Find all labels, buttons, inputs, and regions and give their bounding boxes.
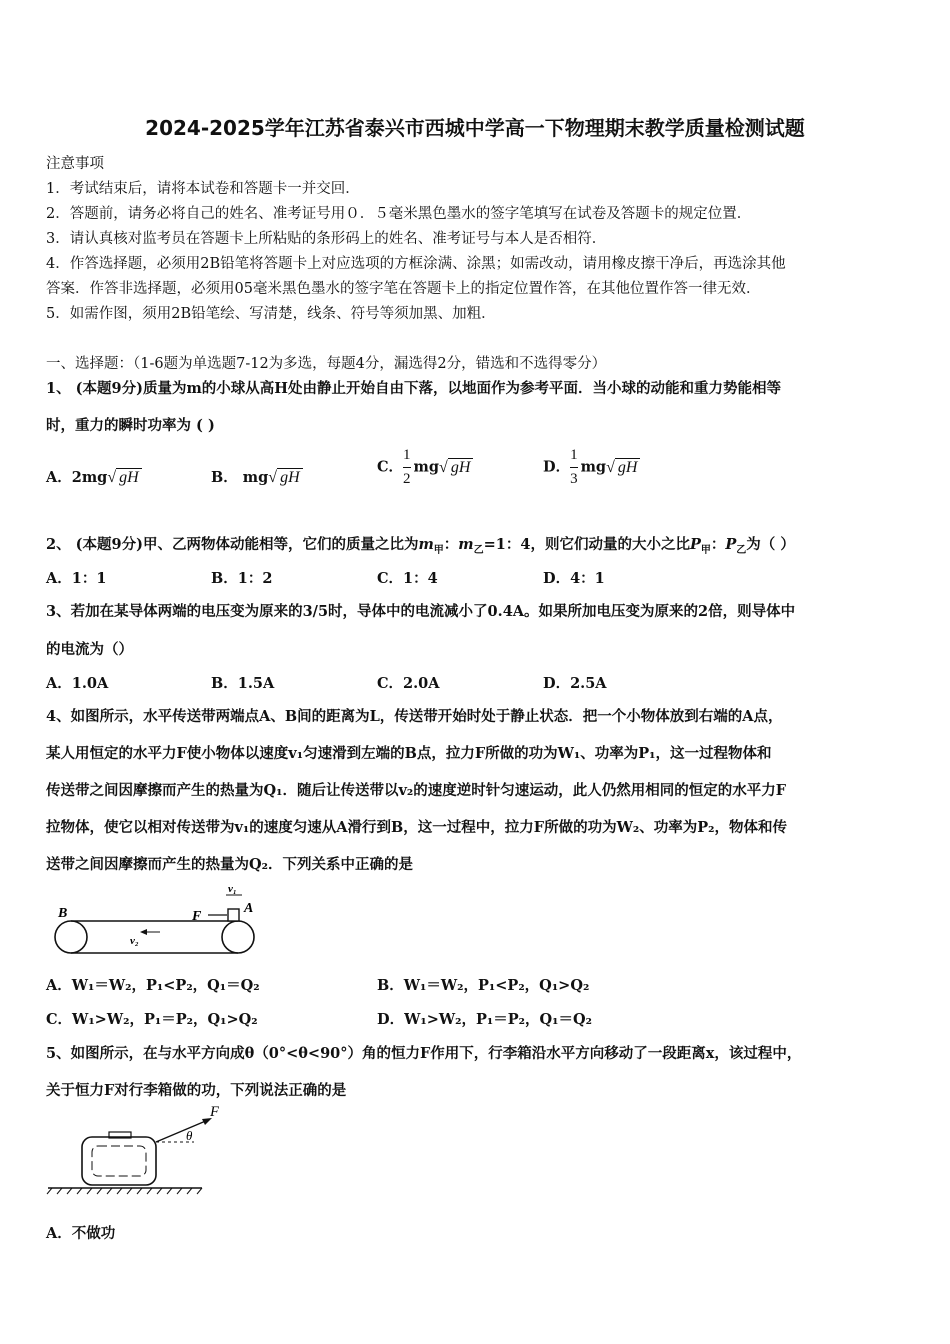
radicand: gH xyxy=(116,468,142,487)
q3-option: C．2.0A xyxy=(377,675,440,692)
q2-m: m xyxy=(458,536,474,553)
fraction xyxy=(570,448,578,487)
question-4-text: 送带之间因摩擦而产生的热量为Q₂．下列关系中正确的是 xyxy=(46,856,413,873)
q2-option: A．1：1 xyxy=(46,570,107,587)
sqrt-expression: √ gH xyxy=(107,469,141,486)
option-label: B． mg xyxy=(211,469,269,486)
radicand: gH xyxy=(448,458,474,477)
radicand: gH xyxy=(277,468,303,487)
notice-item: 4．作答选择题，必须用2B铅笔将答题卡上对应选项的方框涂满、涂黑；如需改动，请用橡皮擦干净后，再选涂其他 xyxy=(46,256,786,272)
question-4-text: 传送带之间因摩擦而产生的热量为Q₁．随后让传送带以v₂的速度逆时针匀速运动，此人仍然用相同的恒定的水平力F xyxy=(46,782,787,799)
q4-option: D．W₁>W₂，P₁＝P₂，Q₁＝Q₂ xyxy=(377,1011,592,1028)
q2-colon: ： xyxy=(710,536,726,553)
label-v1: v₁ xyxy=(228,883,237,895)
left-pulley xyxy=(55,921,87,953)
q2-option: C．1：4 xyxy=(377,570,438,587)
q4-option: C．W₁>W₂，P₁＝P₂，Q₁>Q₂ xyxy=(46,1011,258,1028)
q1-option-c xyxy=(377,448,473,487)
label-a: A xyxy=(244,901,254,916)
q2-p: P xyxy=(689,536,701,553)
label-v2: v₂ xyxy=(130,935,139,947)
q3-option: D．2.5A xyxy=(543,675,607,692)
luggage-figure xyxy=(44,1102,219,1197)
question-5-text: 5、如图所示，在与水平方向成θ（0°<θ<90°）角的恒力F作用下，行李箱沿水平方向移动了一段距离x，该过程中， xyxy=(46,1045,802,1062)
q5-option-a: A．不做功 xyxy=(46,1225,116,1242)
q1-option-d xyxy=(543,448,640,487)
numerator: 1 xyxy=(570,447,578,463)
notice-item: 3．请认真核对监考员在答题卡上所粘贴的条形码上的姓名、准考证号与本人是否相符． xyxy=(46,231,607,247)
denominator: 2 xyxy=(403,467,411,487)
v2-arrowhead xyxy=(140,929,147,935)
q1-option-b xyxy=(211,466,303,487)
label-f: F xyxy=(192,909,202,924)
q2-part: 为（ ） xyxy=(746,536,795,553)
sqrt-expression: √ gH xyxy=(439,459,473,476)
sqrt-expression: √ gH xyxy=(268,469,302,486)
q4-option: B．W₁＝W₂，P₁<P₂，Q₁>Q₂ xyxy=(377,977,590,994)
label-theta: θ xyxy=(186,1128,193,1143)
option-label: D． xyxy=(543,458,571,476)
force-line xyxy=(156,1120,208,1142)
q2-sub: 甲 xyxy=(700,544,711,556)
q2-sub: 乙 xyxy=(473,544,484,556)
q2-part: =1：4，则它们动量的大小之比 xyxy=(483,536,690,553)
fraction xyxy=(403,448,411,487)
question-4-text: 某人用恒定的水平力F使小物体以速度v₁匀速滑到左端的B点，拉力F所做的功为W₁、功率为P₁，这一过程物体和 xyxy=(46,745,772,762)
q2-option: B．1：2 xyxy=(211,570,273,587)
section-heading: 一、选择题：（1-6题为单选题7-12为多选，每题4分，漏选得2分，错选和不选得零分） xyxy=(46,356,607,372)
radicand: gH xyxy=(615,458,641,477)
mg-text: mg xyxy=(413,458,440,476)
option-label: A．2mg xyxy=(46,469,108,486)
question-1-text: 时，重力的瞬时功率为 ( ) xyxy=(46,417,215,434)
denominator: 3 xyxy=(570,467,578,487)
small-block xyxy=(228,909,239,921)
numerator: 1 xyxy=(403,447,411,463)
question-5-text: 关于恒力F对行李箱做的功，下列说法正确的是 xyxy=(46,1082,347,1099)
q3-option: B．1.5A xyxy=(211,675,275,692)
option-label: C． xyxy=(377,458,404,476)
q4-option: A．W₁＝W₂，P₁<P₂，Q₁＝Q₂ xyxy=(46,977,260,994)
q1-option-a xyxy=(46,466,142,487)
label-f: F xyxy=(210,1104,219,1120)
q2-part: 2、 (本题9分)甲、乙两物体动能相等，它们的质量之比为 xyxy=(46,536,419,553)
ground-hatching xyxy=(47,1188,202,1194)
q2-sub: 甲 xyxy=(433,544,444,556)
question-3-text: 的电流为（） xyxy=(46,641,133,658)
right-pulley xyxy=(222,921,254,953)
question-1-text: 1、 (本题9分)质量为m的小球从高H处由静止开始自由下落，以地面作为参考平面．当小球的动能和重力势能相等 xyxy=(46,380,781,397)
mg-text: mg xyxy=(580,458,607,476)
question-4-text: 4、如图所示，水平传送带两端点A、B间的距离为L，传送带开始时处于静止状态．把一个小物体放到右端的A点， xyxy=(46,708,783,725)
notice-item: 1．考试结束后，请将本试卷和答题卡一并交回． xyxy=(46,181,360,197)
question-4-text: 拉物体，使它以相对传送带为v₁的速度匀速从A滑行到B，这一过程中，拉力F所做的功为W₂、功率为P₂，物体和传 xyxy=(46,819,787,836)
label-b: B xyxy=(58,906,68,921)
q2-colon: ： xyxy=(443,536,459,553)
q2-p: P xyxy=(725,536,737,553)
notice-heading: 注意事项 xyxy=(46,156,104,172)
sqrt-expression: √ gH xyxy=(606,459,640,476)
q3-option: A．1.0A xyxy=(46,675,109,692)
page-title: 2024-2025学年江苏省泰兴市西城中学高一下物理期末教学质量检测试题 xyxy=(145,116,805,140)
question-3-text: 3、若加在某导体两端的电压变为原来的3/5时，导体中的电流减小了0.4A。如果所加电压变为原来的2倍，则导体中 xyxy=(46,603,796,620)
notice-item: 2．答题前，请务必将自己的姓名、准考证号用０．５毫米黑色墨水的签字笔填写在试卷及答题卡的规定位置． xyxy=(46,206,752,222)
notice-item: 5．如需作图，须用2B铅笔绘、写清楚，线条、符号等须加黑、加粗． xyxy=(46,306,496,322)
conveyor-belt-figure xyxy=(50,882,265,957)
notice-item: 答案．作答非选择题，必须用05毫米黑色墨水的签字笔在答题卡上的指定位置作答，在其他位置作答一律无效． xyxy=(46,281,761,297)
suitcase xyxy=(82,1137,156,1185)
suitcase-inner xyxy=(92,1146,146,1176)
q2-option: D．4：1 xyxy=(543,570,605,587)
question-2-text xyxy=(46,533,795,556)
q2-m: m xyxy=(418,536,434,553)
q2-sub: 乙 xyxy=(736,544,747,556)
